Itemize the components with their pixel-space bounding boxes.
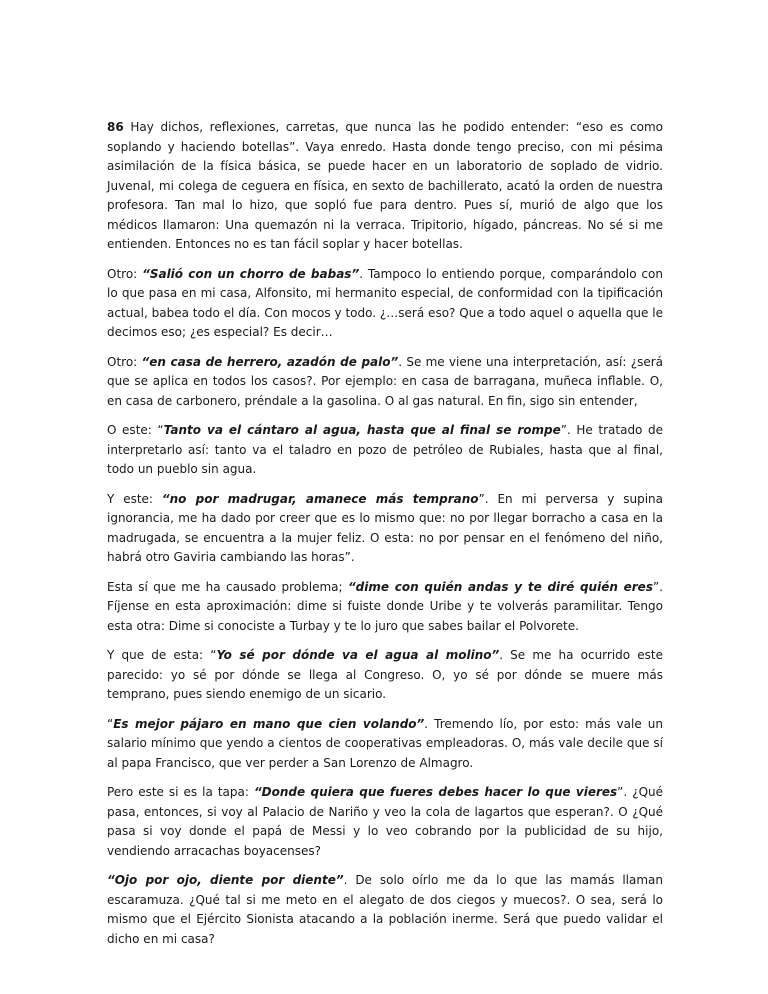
saying: “Donde quiera que fueres debes hacer lo que vieres	[253, 785, 618, 799]
paragraph-4	[107, 421, 663, 480]
paragraph-lead: Y que de esta: “	[107, 648, 217, 662]
paragraph-text: . Tampoco lo entiendo porque, comparándolo con lo que pasa en mi casa, Alfonsito, mi hermanito especial, de conformidad con la tipificación actual, babea todo el día. Con mocos y todo. ¿…será eso? Que a todo aquel o aquella que le decimos eso; ¿es especial? Es decir…	[107, 266, 663, 339]
paragraph-text: . Se me ha ocurrido este parecido: yo sé por dónde se llega al Congreso. O, yo sé por dónde se muere más temprano, pues siendo enemigo de un sicario.	[107, 648, 663, 701]
paragraph-lead: Esta sí que me ha causado problema;	[107, 579, 348, 594]
paragraph-8	[107, 715, 663, 774]
paragraph-lead: O este: “	[107, 423, 164, 437]
saying: Tanto va el cántaro al agua, hasta que al final se rompe	[163, 423, 561, 437]
paragraph-lead: Y este:	[107, 491, 162, 506]
paragraph-text: ”. En mi perversa y supina ignorancia, me ha dado por creer que es lo mismo que: no por llegar borracho a casa en la madrugada, se encuentra a la mujer feliz. O esta: no por pensar en el fenómeno del niño, habrá otro Gaviria cambiando las horas”.	[107, 491, 664, 564]
paragraph-7	[107, 646, 663, 705]
saying: “en casa de herrero, azadón de palo”	[141, 354, 399, 369]
paragraph-text: . De solo oírlo me da lo que las mamás llaman escaramuza. ¿Qué tal si me meto en el alegato de dos ciegos y muecos?. O sea, será lo mismo que el Ejército Sionista atacando a la población inerme. Será que puedo validar el dicho en mi casa?	[107, 873, 663, 946]
paragraph-lead: Pero este si es la tapa:	[107, 785, 254, 799]
paragraph-1	[107, 118, 663, 255]
paragraph-10	[107, 871, 663, 949]
paragraph-2	[107, 265, 663, 343]
saying: “Salió con un chorro de babas”	[142, 266, 360, 281]
paragraph-6	[107, 578, 663, 637]
paragraph-5	[107, 490, 663, 568]
paragraph-text: ”. Fíjense en esta aproximación: dime si fuiste donde Uribe y te volverás paramilitar. Tengo esta otra: Dime si conociste a Turbay y te lo juro que sabes bailar el Polvorete.	[107, 579, 663, 633]
paragraph-text: . Tremendo lío, por esto: más vale un salario mínimo que yendo a cientos de cooperativas empleadoras. O, más vale decile que sí al papa Francisco, que ver perder a San Lorenzo de Almagro.	[107, 716, 664, 770]
paragraph-3	[107, 353, 663, 412]
saying: “Ojo por ojo, diente por diente”	[107, 873, 344, 887]
saying: “dime con quién andas y te diré quién eres	[347, 579, 653, 594]
paragraph-9	[107, 783, 663, 861]
paragraph-text: Hay dichos, reflexiones, carretas, que nunca las he podido entender: “eso es como soplando y haciendo botellas”. Vaya enredo. Hasta donde tengo preciso, con mi pésima asimilación de la física básica, se puede hacer en un laboratorio de soplado de vidrio. Juvenal, mi colega de ceguera en física, en sexto de bachillerato, acató la orden de nuestra profesora. Tan mal lo hizo, que sopló fue para dentro. Pues sí, murió de algo que los médicos llamaron: Una quemazón ni la verraca. Tripitorio, hígado, páncreas. No sé si me entienden. Entonces no es tan fácil soplar y hacer botellas.	[107, 120, 663, 251]
saying: “no por madrugar, amanece más temprano	[161, 491, 479, 506]
paragraph-text: . Se me viene una interpretación, así: ¿será que se aplica en todos los casos?. Por ejemplo: en casa de barragana, muñeca inflable. O, en casa de carbonero, préndale a la gasolina. O al gas natural. En fin, sigo sin entender,	[107, 354, 663, 408]
paragraph-lead: “	[107, 716, 114, 731]
document-page	[107, 118, 663, 959]
saying: Yo sé por dónde va el agua al molino”	[216, 648, 500, 662]
paragraph-text: ”. He tratado de interpretarlo así: tanto va el taladro en pozo de petróleo de Rubiales, hasta que al final, todo un pueblo sin agua.	[107, 423, 664, 476]
saying: Es mejor pájaro en mano que cien volando”	[113, 716, 425, 731]
paragraph-number: 86	[107, 120, 124, 134]
paragraph-text: ”. ¿Qué pasa, entonces, si voy al Palacio de Nariño y veo la cola de lagartos que esperan?. O ¿Qué pasa si voy donde el papá de Messi y lo veo cobrando por la publicidad de su hijo, vendiendo arracachas boyacenses?	[107, 785, 664, 858]
paragraph-lead: Otro:	[107, 266, 143, 281]
paragraph-lead: Otro:	[107, 354, 142, 369]
